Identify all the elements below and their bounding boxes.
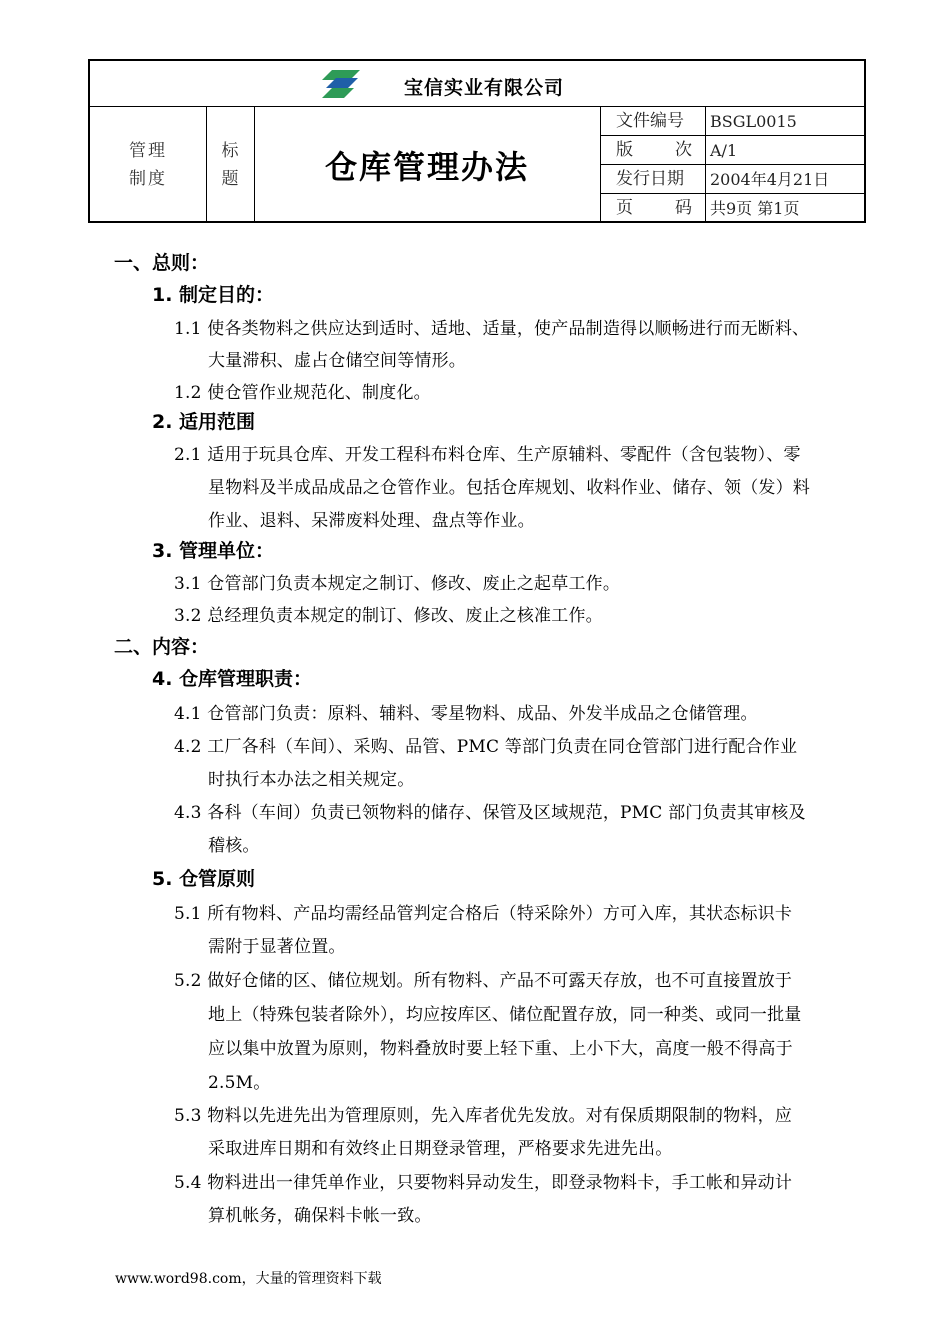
document-title: 仓库管理办法 <box>324 148 529 186</box>
meta-key: 文件编号 <box>600 107 706 136</box>
meta-row-doc-no <box>600 107 866 136</box>
meta-value: BSGL0015 <box>710 112 797 131</box>
meta-key-part: 次 <box>675 140 692 160</box>
subsection-heading: 2. 适用范围 <box>152 411 256 433</box>
paragraph-line: 大量滞积、虚占仓储空间等情形。 <box>208 351 466 371</box>
label-line2: 题 <box>221 169 239 189</box>
meta-value: A/1 <box>710 141 738 160</box>
meta-table <box>600 107 866 223</box>
paragraph-line: 5.2 做好仓储的区、储位规划。所有物料、产品不可露天存放，也不可直接置放于 <box>174 971 793 991</box>
meta-key <box>600 136 706 165</box>
meta-key <box>600 194 706 223</box>
paragraph-line: 1.2 使仓管作业规范化、制度化。 <box>174 383 431 403</box>
paragraph-line: 星物料及半成品成品之仓管作业。包括仓库规划、收料作业、储存、领（发）料 <box>208 478 810 498</box>
paragraph-line: 5.3 物料以先进先出为管理原则，先入库者优先发放。对有保质期限制的物料，应 <box>174 1106 793 1126</box>
meta-value: 共9页 第1页 <box>710 199 800 218</box>
paragraph-line: 3.1 仓管部门负责本规定之制订、修改、废止之起草工作。 <box>174 574 621 594</box>
paragraph-line: 作业、退料、呆滞废料处理、盘点等作业。 <box>208 511 535 531</box>
paragraph-line: 地上（特殊包装者除外），均应按库区、储位配置存放，同一种类、或同一批量 <box>208 1005 802 1025</box>
paragraph-line: 时执行本办法之相关规定。 <box>208 770 415 790</box>
paragraph-line: 5.4 物料进出一律凭单作业，只要物料异动发生，即登录物料卡，手工帐和异动计 <box>174 1173 793 1193</box>
company-logo-icon <box>322 68 362 100</box>
section-heading: 二、内容： <box>114 636 210 658</box>
paragraph-line: 稽核。 <box>208 836 260 856</box>
section-heading: 一、总则： <box>114 252 210 274</box>
paragraph-line: 5.1 所有物料、产品均需经品管判定合格后（特采除外）方可入库，其状态标识卡 <box>174 904 793 924</box>
paragraph-line: 算机帐务，确保料卡帐一致。 <box>208 1206 432 1226</box>
paragraph-line: 4.3 各科（车间）负责已领物料的储存、保管及区域规范，PMC 部门负责其审核及 <box>174 803 806 823</box>
paragraph-line: 4.1 仓管部门负责：原料、辅料、零星物料、成品、外发半成品之仓储管理。 <box>174 704 758 724</box>
paragraph-line: 2.1 适用于玩具仓库、开发工程科布料仓库、生产原辅料、零配件（含包装物）、零 <box>174 445 801 465</box>
paragraph-line: 3.2 总经理负责本规定的制订、修改、废止之核准工作。 <box>174 606 603 626</box>
paragraph-line: 需附于显著位置。 <box>208 937 346 957</box>
category-line2: 制度 <box>129 169 167 189</box>
label-line1: 标 <box>221 141 239 161</box>
subsection-heading: 4. 仓库管理职责： <box>152 668 313 690</box>
meta-row-page <box>600 194 866 223</box>
meta-key: 发行日期 <box>600 165 706 194</box>
meta-value: 2004年4月21日 <box>710 170 830 189</box>
subsection-heading: 5. 仓管原则 <box>152 868 256 890</box>
company-name: 宝信实业有限公司 <box>404 77 565 99</box>
meta-row-version <box>600 136 866 165</box>
category-cell <box>90 107 206 223</box>
paragraph-line: 采取进库日期和有效终止日期登录管理，严格要求先进先出。 <box>208 1139 673 1159</box>
paragraph-line: 应以集中放置为原则，物料叠放时要上轻下重、上小下大，高度一般不得高于 <box>208 1039 793 1059</box>
footer-link-text[interactable]: www.word98.com，大量的管理资料下载 <box>115 1271 382 1287</box>
paragraph-line: 1.1 使各类物料之供应达到适时、适地、适量，使产品制造得以顺畅进行而无断料、 <box>174 319 810 339</box>
meta-key-part: 码 <box>675 198 692 218</box>
category-line1: 管理 <box>129 141 167 161</box>
company-banner <box>90 61 864 107</box>
meta-key-part: 版 <box>616 140 633 160</box>
paragraph-line: 2.5M。 <box>208 1073 271 1093</box>
meta-key-part: 页 <box>616 198 633 218</box>
subsection-heading: 1. 制定目的： <box>152 284 275 306</box>
paragraph-line: 4.2 工厂各科（车间）、采购、品管、PMC 等部门负责在同仓管部门进行配合作业 <box>174 737 798 757</box>
subsection-heading: 3. 管理单位： <box>152 540 275 562</box>
document-header-table <box>88 59 866 223</box>
meta-row-date <box>600 165 866 194</box>
title-label-cell <box>206 107 254 223</box>
